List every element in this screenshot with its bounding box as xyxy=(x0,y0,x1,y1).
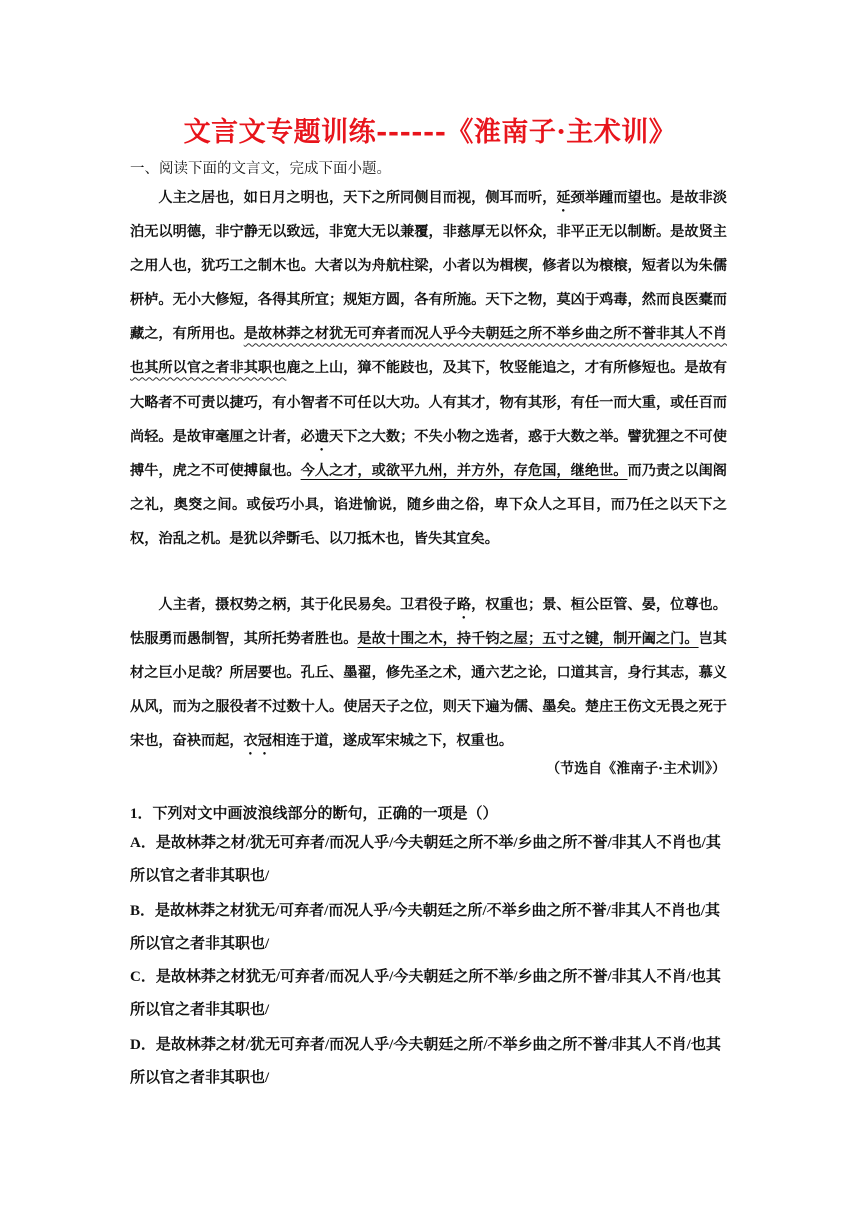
underlined-text: 是故十围之木，持千钧之屋；五寸之键，制开阖之门。 xyxy=(357,631,699,648)
passage-paragraph-2 xyxy=(130,588,727,758)
passage-text: 而乃责之以闺阁之礼，奥窔之间。或佞巧小具，谄进愉说，随乡曲之俗，卑下众人之耳目，而乃任之以天下之权，治乱之机。是犹以斧斲毛、以刀抵木也，皆失其宜矣。 xyxy=(130,462,727,547)
passage-text: 相连于道，遂成军宋城之下，权重也。 xyxy=(271,733,514,750)
question-1-option-b[interactable]: B．是故林莽之材犹无/可弃者/而况人乎/今夫朝廷之所/不举乡曲之所不誉/非其人不肖也/其所以官之者非其职也/ xyxy=(130,903,721,953)
passage-text: 人主之居也，如日月之明也，天下之所同侧目而视，侧耳而听， xyxy=(158,190,557,206)
emphasis-char: 延 xyxy=(556,190,571,206)
passage-text: 人主者，摄权势之柄，其于化民易矣。卫君役子 xyxy=(158,597,457,613)
section-instruction: 一、阅读下面的文言文，完成下面小题。 xyxy=(130,161,391,177)
question-1-option-a[interactable]: A．是故林莽之材/犹无可弃者/而况人乎/今夫朝廷之所不举/乡曲之所不誉/非其人不肖也/其所以官之者非其职也/ xyxy=(130,835,721,885)
passage-text: 岂其材之巨小足哉？所居要也。孔丘、墨翟，修先圣之术，通六艺之论，口道其言，身行其志，慕义从风，而为之服役者不过数十人。使居天子之位，则天下遍为儒、墨矣。楚庄王伤文无畏之死于宋也，奋袂而起， xyxy=(130,631,727,750)
underlined-text: 今人之才，或欲平九州，并方外，存危国，继绝世。 xyxy=(300,462,628,479)
emphasis-char: 路 xyxy=(456,597,472,613)
wavy-underlined-text: 是故林莽之材犹无可弃者而况人乎今夫朝廷之所不举乡曲之所不誉非其人不肖也其所以官之者非其职也 xyxy=(130,326,727,377)
passage-text: 颈举踵而望也。是故非淡泊无以明德，非宁静无以致远，非宽大无以兼覆，非慈厚无以怀众，非平正无以制断。是故贤主之用人也，犹巧工之制木也。大者以为舟航柱梁，小者以为楫楔，修者以为榱榱，短者以为朱儒枅栌。无小大修短，各得其所宜；规矩方圆，各有所施。天下之物，莫凶于鸡毒，然而良医橐而藏之，有所用也。 xyxy=(130,190,727,343)
passage-source: （节选自《淮南子·主术训》） xyxy=(546,761,726,777)
question-1-stem: 1．下列对文中画波浪线部分的断句，正确的一项是（） xyxy=(130,806,498,822)
document-title: 文言文专题训练------《淮南子·主术训》 xyxy=(183,117,677,148)
question-1-option-c[interactable]: C．是故林莽之材犹无/可弃者/而况人乎/今夫朝廷之所不举/乡曲之所不誉/非其人不肖/也其所以官之者非其职也/ xyxy=(130,969,721,1019)
passage-text: 天下之大数；不失小物之选者，惑于大数之举。譬犹狸之不可使搏牛，虎之不可使搏鼠也。 xyxy=(130,428,727,479)
passage-text: 鹿之上山，獐不能跂也，及其下，牧竖能追之，才有所修短也。是故有大略者不可责以捷巧，有小智者不可任以大功。人有其才，物有其形，有任一而大重，或任百而尚轻。是故审毫厘之计者，必 xyxy=(130,360,727,445)
emphasis-char: 遗 xyxy=(314,428,329,445)
passage-text: ，权重也；景、桓公臣管、晏，位尊也。怯服勇而愚制智，其所托势者胜也。 xyxy=(130,597,727,648)
question-1-option-d[interactable]: D．是故林莽之材/犹无可弃者/而况人乎/今夫朝廷之所/不举乡曲之所不誉/非其人不肖/也其所以官之者非其职也/ xyxy=(130,1037,721,1087)
emphasis-char: 衣冠 xyxy=(243,733,272,750)
passage-paragraph-1 xyxy=(130,181,727,556)
